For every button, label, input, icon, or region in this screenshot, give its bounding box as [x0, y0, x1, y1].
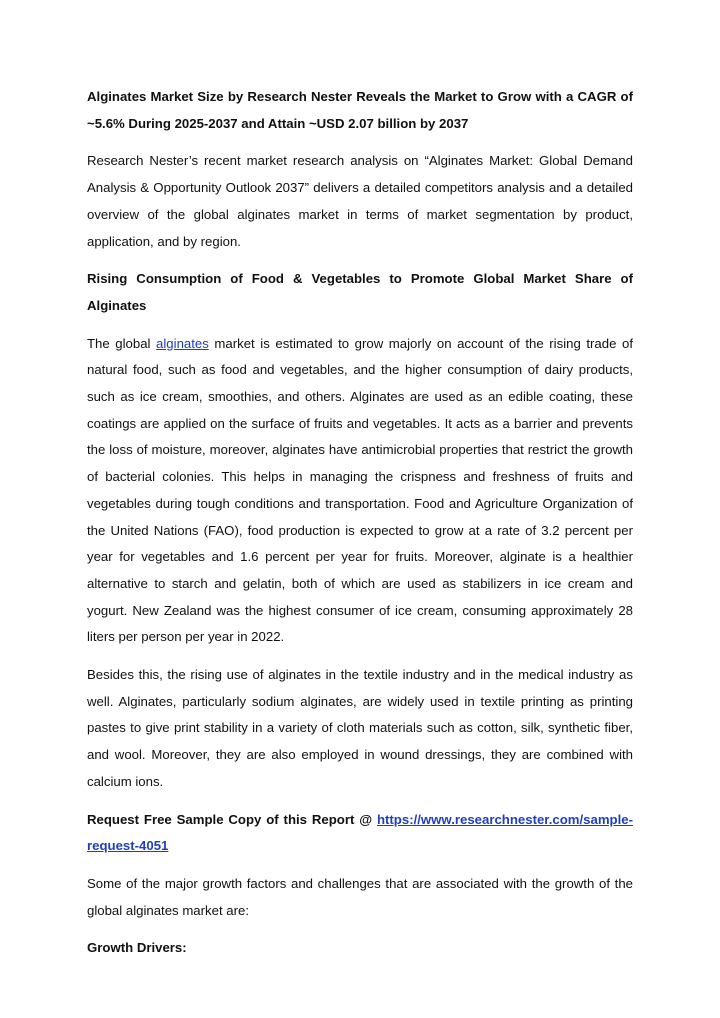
- paragraph-text-start: The global: [87, 335, 157, 351]
- sample-request-link[interactable]: https://www.researchnester.com/sample-request-4051: [87, 811, 633, 854]
- sample-request-label: Request Free Sample Copy of this Report @: [87, 811, 377, 827]
- alginates-link[interactable]: alginates: [156, 335, 209, 351]
- textile-medical-paragraph: Besides this, the rising use of alginates in the textile industry and in the medical industry as well. Alginates, particularly sodium alginates, are widely used in textile printing as printing pastes to give print stability in a variety of cloth materials such as cotton, silk, synthetic fiber, and wool. Moreover, they are also employed in wound dressings, they are combined with calcium ions.: [87, 667, 633, 789]
- market-drivers-paragraph: [87, 331, 633, 651]
- growth-drivers-heading: Growth Drivers:: [87, 940, 187, 956]
- intro-paragraph: Research Nester’s recent market research analysis on “Alginates Market: Global Demand Analysis & Opportunity Outlook 2037” delivers a detailed competitors analysis and a detailed overview of the global alginates market in terms of market segmentation by product, application, and by region.: [87, 153, 633, 249]
- paragraph-text-rest: market is estimated to grow majorly on account of the rising trade of natural food, such as food and vegetables, and the higher consumption of dairy products, such as ice cream, smoothies, and others. Alginates are used as an edible coating, these coatings are applied on the surface of fruits and vegetables. It acts as a barrier and prevents the loss of moisture, moreover, alginates have antimicrobial properties that restrict the growth of bacterial colonies. This helps in managing the crispness and freshness of fruits and vegetables during tough conditions and transportation. Food and Agriculture Organization of the United Nations (FAO), food production is expected to grow at a rate of 3.2 percent per year for vegetables and 1.6 percent per year for fruits. Moreover, alginate is a healthier alternative to starch and gelatin, both of which are used as stabilizers in ice cream and yogurt. New Zealand was the highest consumer of ice cream, consuming approximately 28 liters per person per year in 2022.: [87, 335, 633, 645]
- growth-factors-intro: Some of the major growth factors and challenges that are associated with the growth of the global alginates market are:: [87, 875, 633, 918]
- section-heading-rising-consumption: Rising Consumption of Food & Vegetables to Promote Global Market Share of Alginates: [87, 271, 633, 313]
- document-title: Alginates Market Size by Research Nester Reveals the Market to Grow with a CAGR of ~5.6% During 2025-2037 and Attain ~USD 2.07 billion by 2037: [87, 89, 633, 131]
- sample-request-line: [87, 807, 633, 860]
